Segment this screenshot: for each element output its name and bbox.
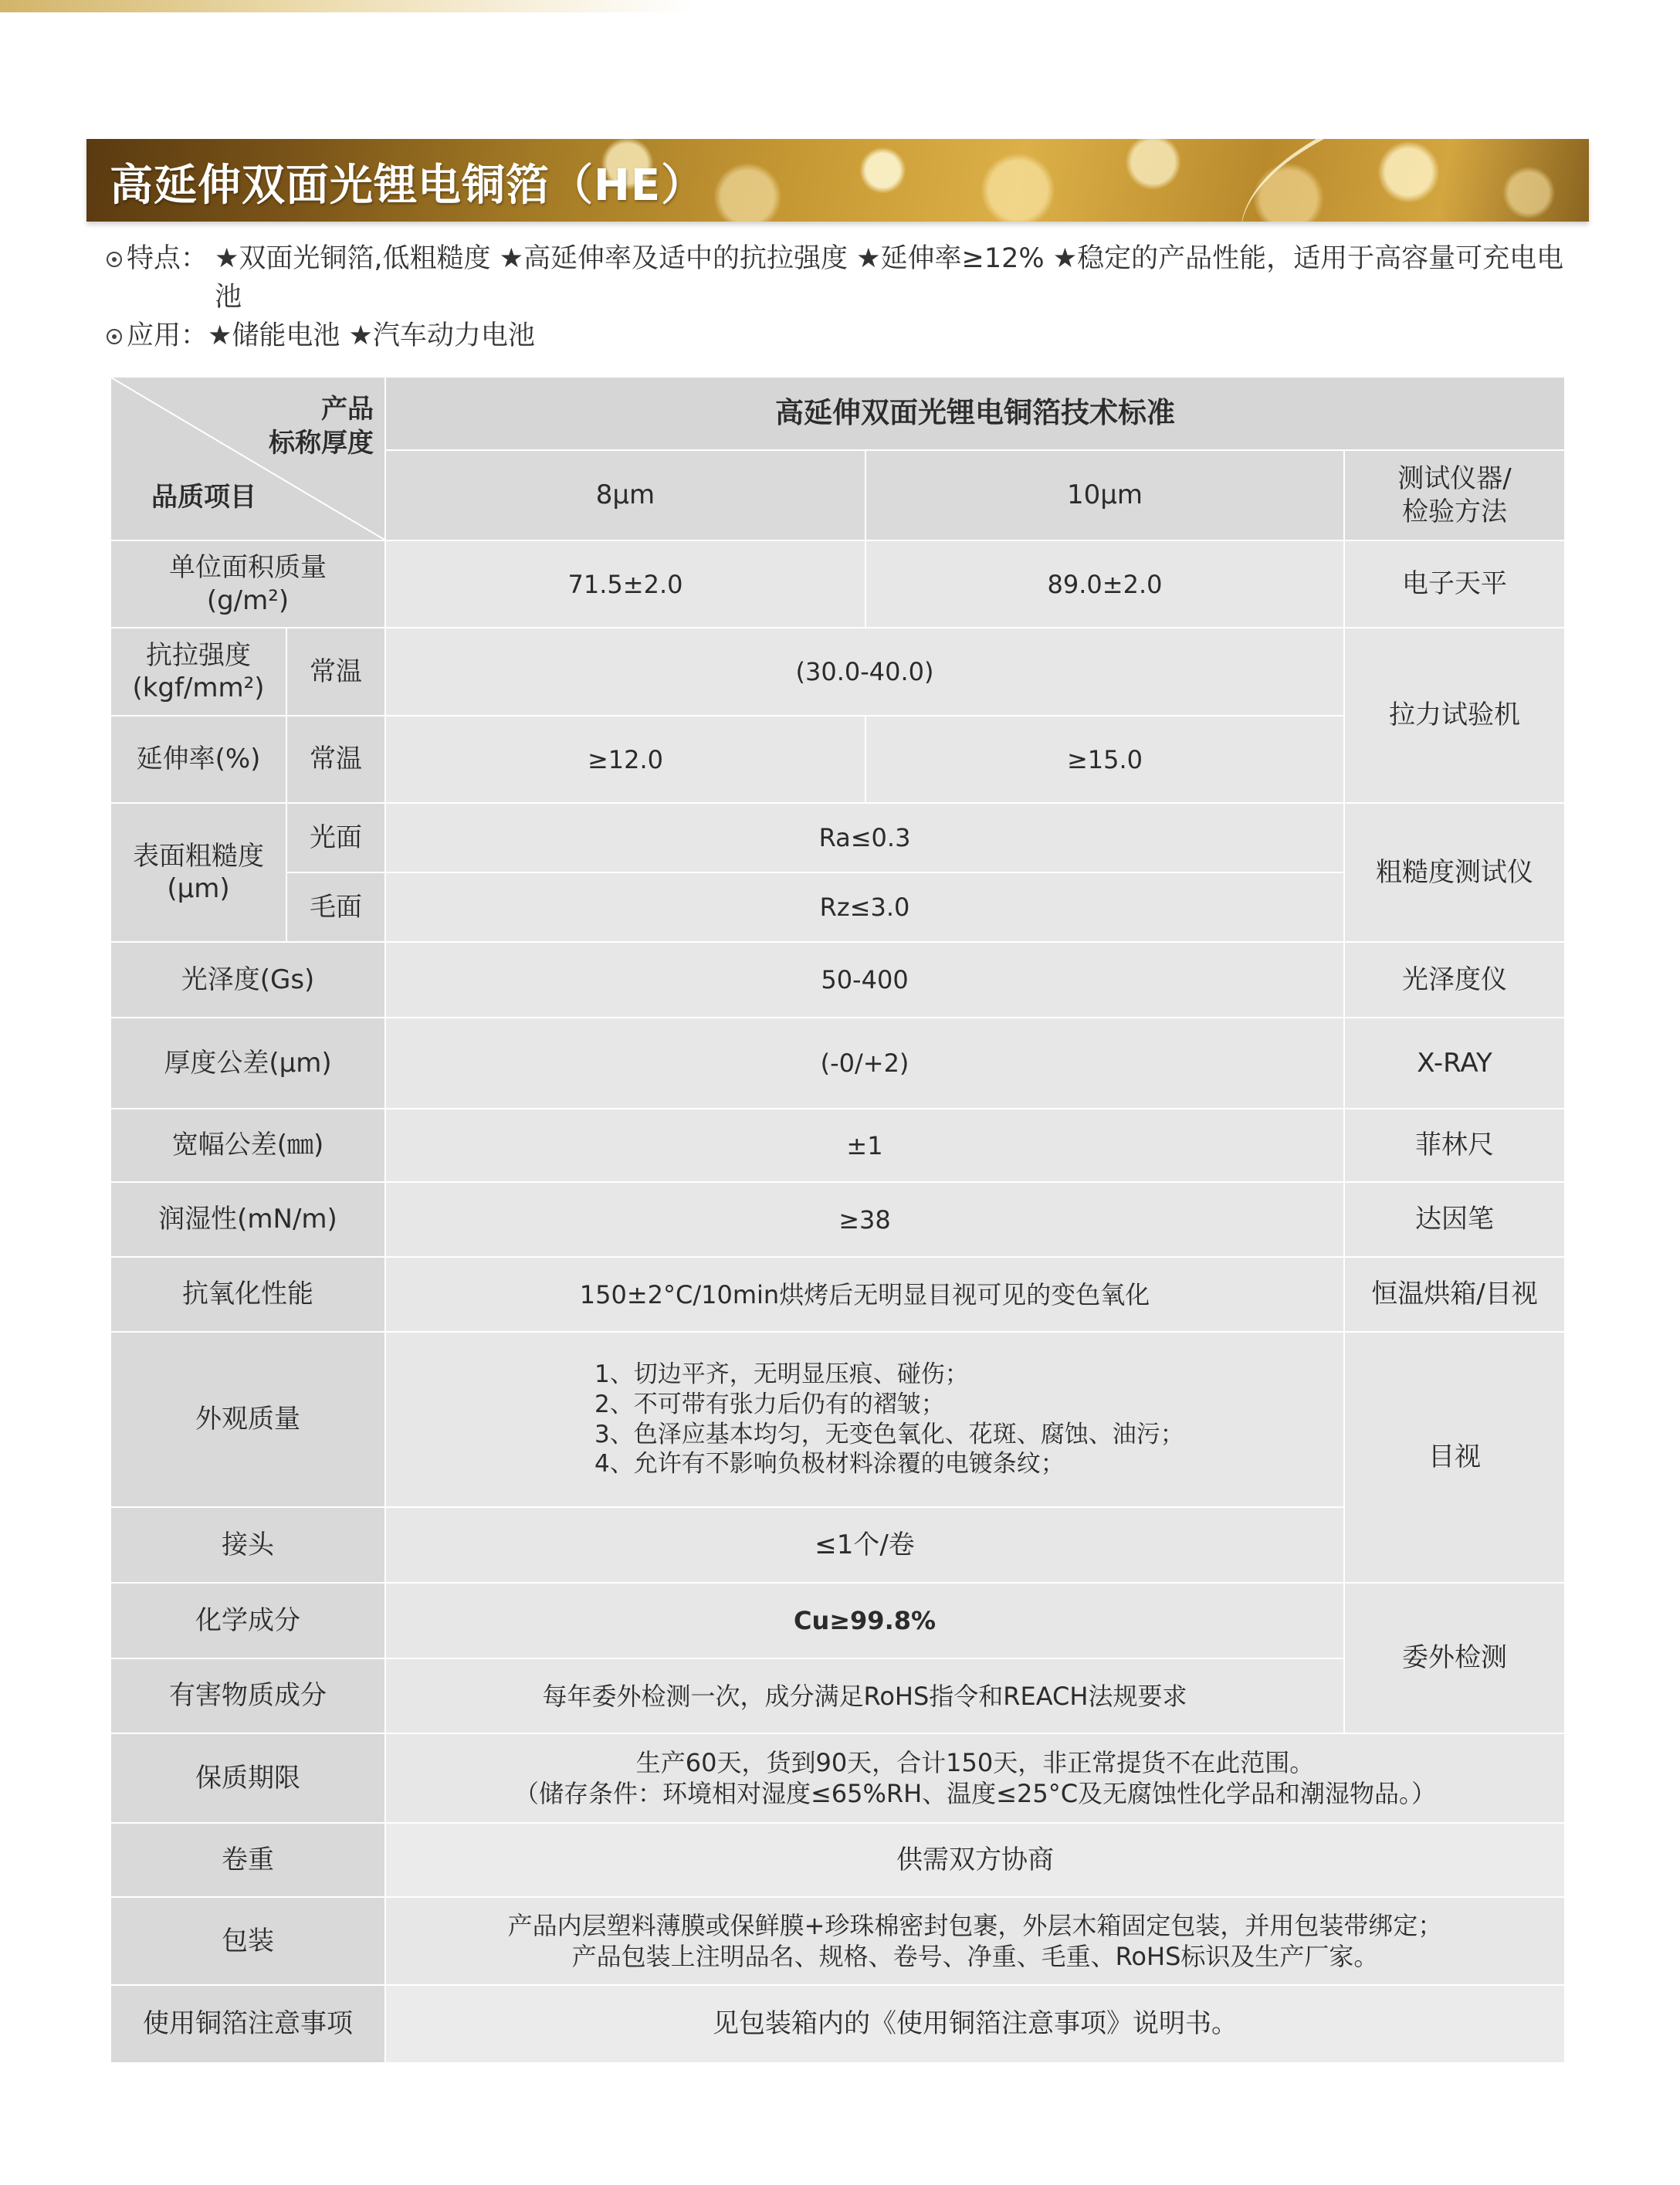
top-decor-bar — [0, 0, 695, 12]
row-label-packaging: 包装 — [110, 1897, 385, 1985]
label-line: (kgf/mm²) — [132, 672, 265, 703]
table-row — [110, 1733, 1565, 1823]
table-row — [110, 540, 1565, 628]
usage-notice-value: 见包装箱内的《使用铜箔注意事项》说明书。 — [385, 1985, 1565, 2063]
joint-value: ≤1个/卷 — [385, 1507, 1344, 1583]
roughness-rz: Rz≤3.0 — [385, 872, 1344, 942]
gloss-value: 50-400 — [385, 942, 1344, 1018]
label-line: 抗拉强度 — [146, 639, 251, 671]
appearance-line: 4、允许有不影响负极材料涂覆的电镀条纹； — [594, 1450, 1065, 1479]
table-row — [110, 1257, 1565, 1332]
appearance-requirements — [385, 1332, 1344, 1507]
thickness-tolerance-value: (-0/+2) — [385, 1018, 1344, 1109]
page-title: 高延伸双面光锂电铜箔（HE） — [110, 161, 706, 211]
mass-10um: 89.0±2.0 — [865, 540, 1344, 628]
shelf-life-value — [385, 1733, 1565, 1823]
table-row — [110, 1109, 1565, 1182]
thickness-tolerance-method: X-RAY — [1344, 1018, 1565, 1109]
label-line: (g/m²) — [206, 584, 290, 616]
appearance-line: 1、切边平齐，无明显压痕、碰伤； — [594, 1360, 969, 1388]
elongation-8um: ≥12.0 — [385, 716, 865, 803]
application-line — [107, 317, 535, 355]
row-label-thickness-tolerance: 厚度公差(μm) — [110, 1018, 385, 1109]
oxidation-value: 150±2°C/10min烘烤后无明显目视可见的变色氧化 — [385, 1257, 1344, 1332]
row-label-gloss: 光泽度(Gs) — [110, 942, 385, 1018]
row-label-oxidation: 抗氧化性能 — [110, 1257, 385, 1332]
col-10um: 10μm — [865, 450, 1344, 540]
appearance-line: 3、色泽应基本均匀，无变色氧化、花斑、腐蚀、油污； — [594, 1420, 1184, 1448]
table-row — [110, 628, 1565, 716]
application-text: ★储能电池 ★汽车动力电池 — [208, 320, 535, 351]
row-label-wettability: 润湿性(mN/m) — [110, 1182, 385, 1257]
chemical-method: 委外检测 — [1344, 1583, 1565, 1733]
roughness-matte-side: 毛面 — [286, 872, 385, 942]
roughness-shiny-side: 光面 — [286, 803, 385, 872]
table-row — [110, 1897, 1565, 1985]
title-banner — [86, 139, 1589, 222]
width-tolerance-method: 菲林尺 — [1344, 1109, 1565, 1182]
corner-header — [110, 377, 385, 540]
oxidation-method: 恒温烘箱/目视 — [1344, 1257, 1565, 1332]
features-label: 特点： — [127, 243, 208, 274]
roughness-ra: Ra≤0.3 — [385, 803, 1344, 872]
table-title: 高延伸双面光锂电铜箔技术标准 — [385, 377, 1565, 450]
corner-thickness: 标称厚度 — [269, 428, 374, 459]
row-label-roll-weight: 卷重 — [110, 1823, 385, 1897]
table-row — [110, 1823, 1565, 1897]
roll-weight-value: 供需双方协商 — [385, 1823, 1565, 1897]
appearance-method: 目视 — [1344, 1332, 1565, 1583]
row-label-joint: 接头 — [110, 1507, 385, 1583]
tensile-method: 拉力试验机 — [1344, 628, 1565, 803]
table-row — [110, 803, 1565, 872]
tensile-condition: 常温 — [286, 628, 385, 716]
row-label-elongation: 延伸率(%) — [110, 716, 286, 803]
method-header-line: 检验方法 — [1402, 496, 1507, 527]
table-row — [110, 1018, 1565, 1109]
features-line — [107, 239, 1589, 313]
label-line: 单位面积质量 — [169, 552, 327, 583]
wettability-value: ≥38 — [385, 1182, 1344, 1257]
row-label-tensile — [110, 628, 286, 716]
target-bullet-icon — [107, 252, 122, 267]
spec-table — [110, 376, 1566, 2064]
corner-quality-item: 品质项目 — [151, 481, 256, 513]
appearance-line: 2、不可带有张力后仍有的褶皱； — [594, 1390, 945, 1418]
table-row — [110, 1332, 1565, 1507]
row-label-roughness — [110, 803, 286, 942]
label-line: 表面粗糙度 — [133, 840, 264, 872]
packaging-line: 产品包装上注明品名、规格、卷号、净重、毛重、RoHS标识及生产厂家。 — [571, 1942, 1379, 1971]
packaging-value — [385, 1897, 1565, 1985]
banner-light-streak — [1219, 139, 1572, 222]
packaging-line: 产品内层塑料薄膜或保鲜膜+珍珠棉密封包裹，外层木箱固定包装，并用包装带绑定； — [507, 1911, 1443, 1940]
method-header-line: 测试仪器/ — [1397, 463, 1512, 494]
mass-method: 电子天平 — [1344, 540, 1565, 628]
row-label-shelf-life: 保质期限 — [110, 1733, 385, 1823]
label-line: (μm) — [167, 873, 230, 904]
harmful-substances-value: 每年委外检测一次，成分满足RoHS指令和REACH法规要求 — [385, 1658, 1344, 1733]
table-row — [110, 1985, 1565, 2063]
col-8um: 8μm — [385, 450, 865, 540]
table-row — [110, 1182, 1565, 1257]
corner-product: 产品 — [321, 394, 374, 425]
row-label-width-tolerance: 宽幅公差(㎜) — [110, 1109, 385, 1182]
table-row — [110, 1583, 1565, 1658]
width-tolerance-value: ±1 — [385, 1109, 1344, 1182]
tensile-value: (30.0-40.0) — [385, 628, 1344, 716]
roughness-method: 粗糙度测试仪 — [1344, 803, 1565, 942]
row-label-appearance: 外观质量 — [110, 1332, 385, 1507]
elongation-condition: 常温 — [286, 716, 385, 803]
application-label: 应用： — [127, 320, 208, 351]
table-row — [110, 942, 1565, 1018]
shelf-life-line: 生产60天，货到90天，合计150天，非正常提货不在此范围。 — [635, 1748, 1315, 1777]
col-method — [1344, 450, 1565, 540]
elongation-10um: ≥15.0 — [865, 716, 1344, 803]
target-bullet-icon — [107, 329, 122, 344]
gloss-method: 光泽度仪 — [1344, 942, 1565, 1018]
wettability-method: 达因笔 — [1344, 1182, 1565, 1257]
row-label-chemical: 化学成分 — [110, 1583, 385, 1658]
row-label-harmful-substances: 有害物质成分 — [110, 1658, 385, 1733]
row-label-usage-notice: 使用铜箔注意事项 — [110, 1985, 385, 2063]
row-label-mass — [110, 540, 385, 628]
shelf-life-line: （储存条件：环境相对湿度≤65%RH、温度≤25°C及无腐蚀性化学品和潮湿物品。） — [513, 1779, 1437, 1808]
features-text: ★双面光铜箔,低粗糙度 ★高延伸率及适中的抗拉强度 ★延伸率≥12% ★稳定的产品性能，适用于高容量可充电电池 — [215, 243, 1564, 313]
chemical-value: Cu≥99.8% — [385, 1583, 1344, 1658]
mass-8um: 71.5±2.0 — [385, 540, 865, 628]
